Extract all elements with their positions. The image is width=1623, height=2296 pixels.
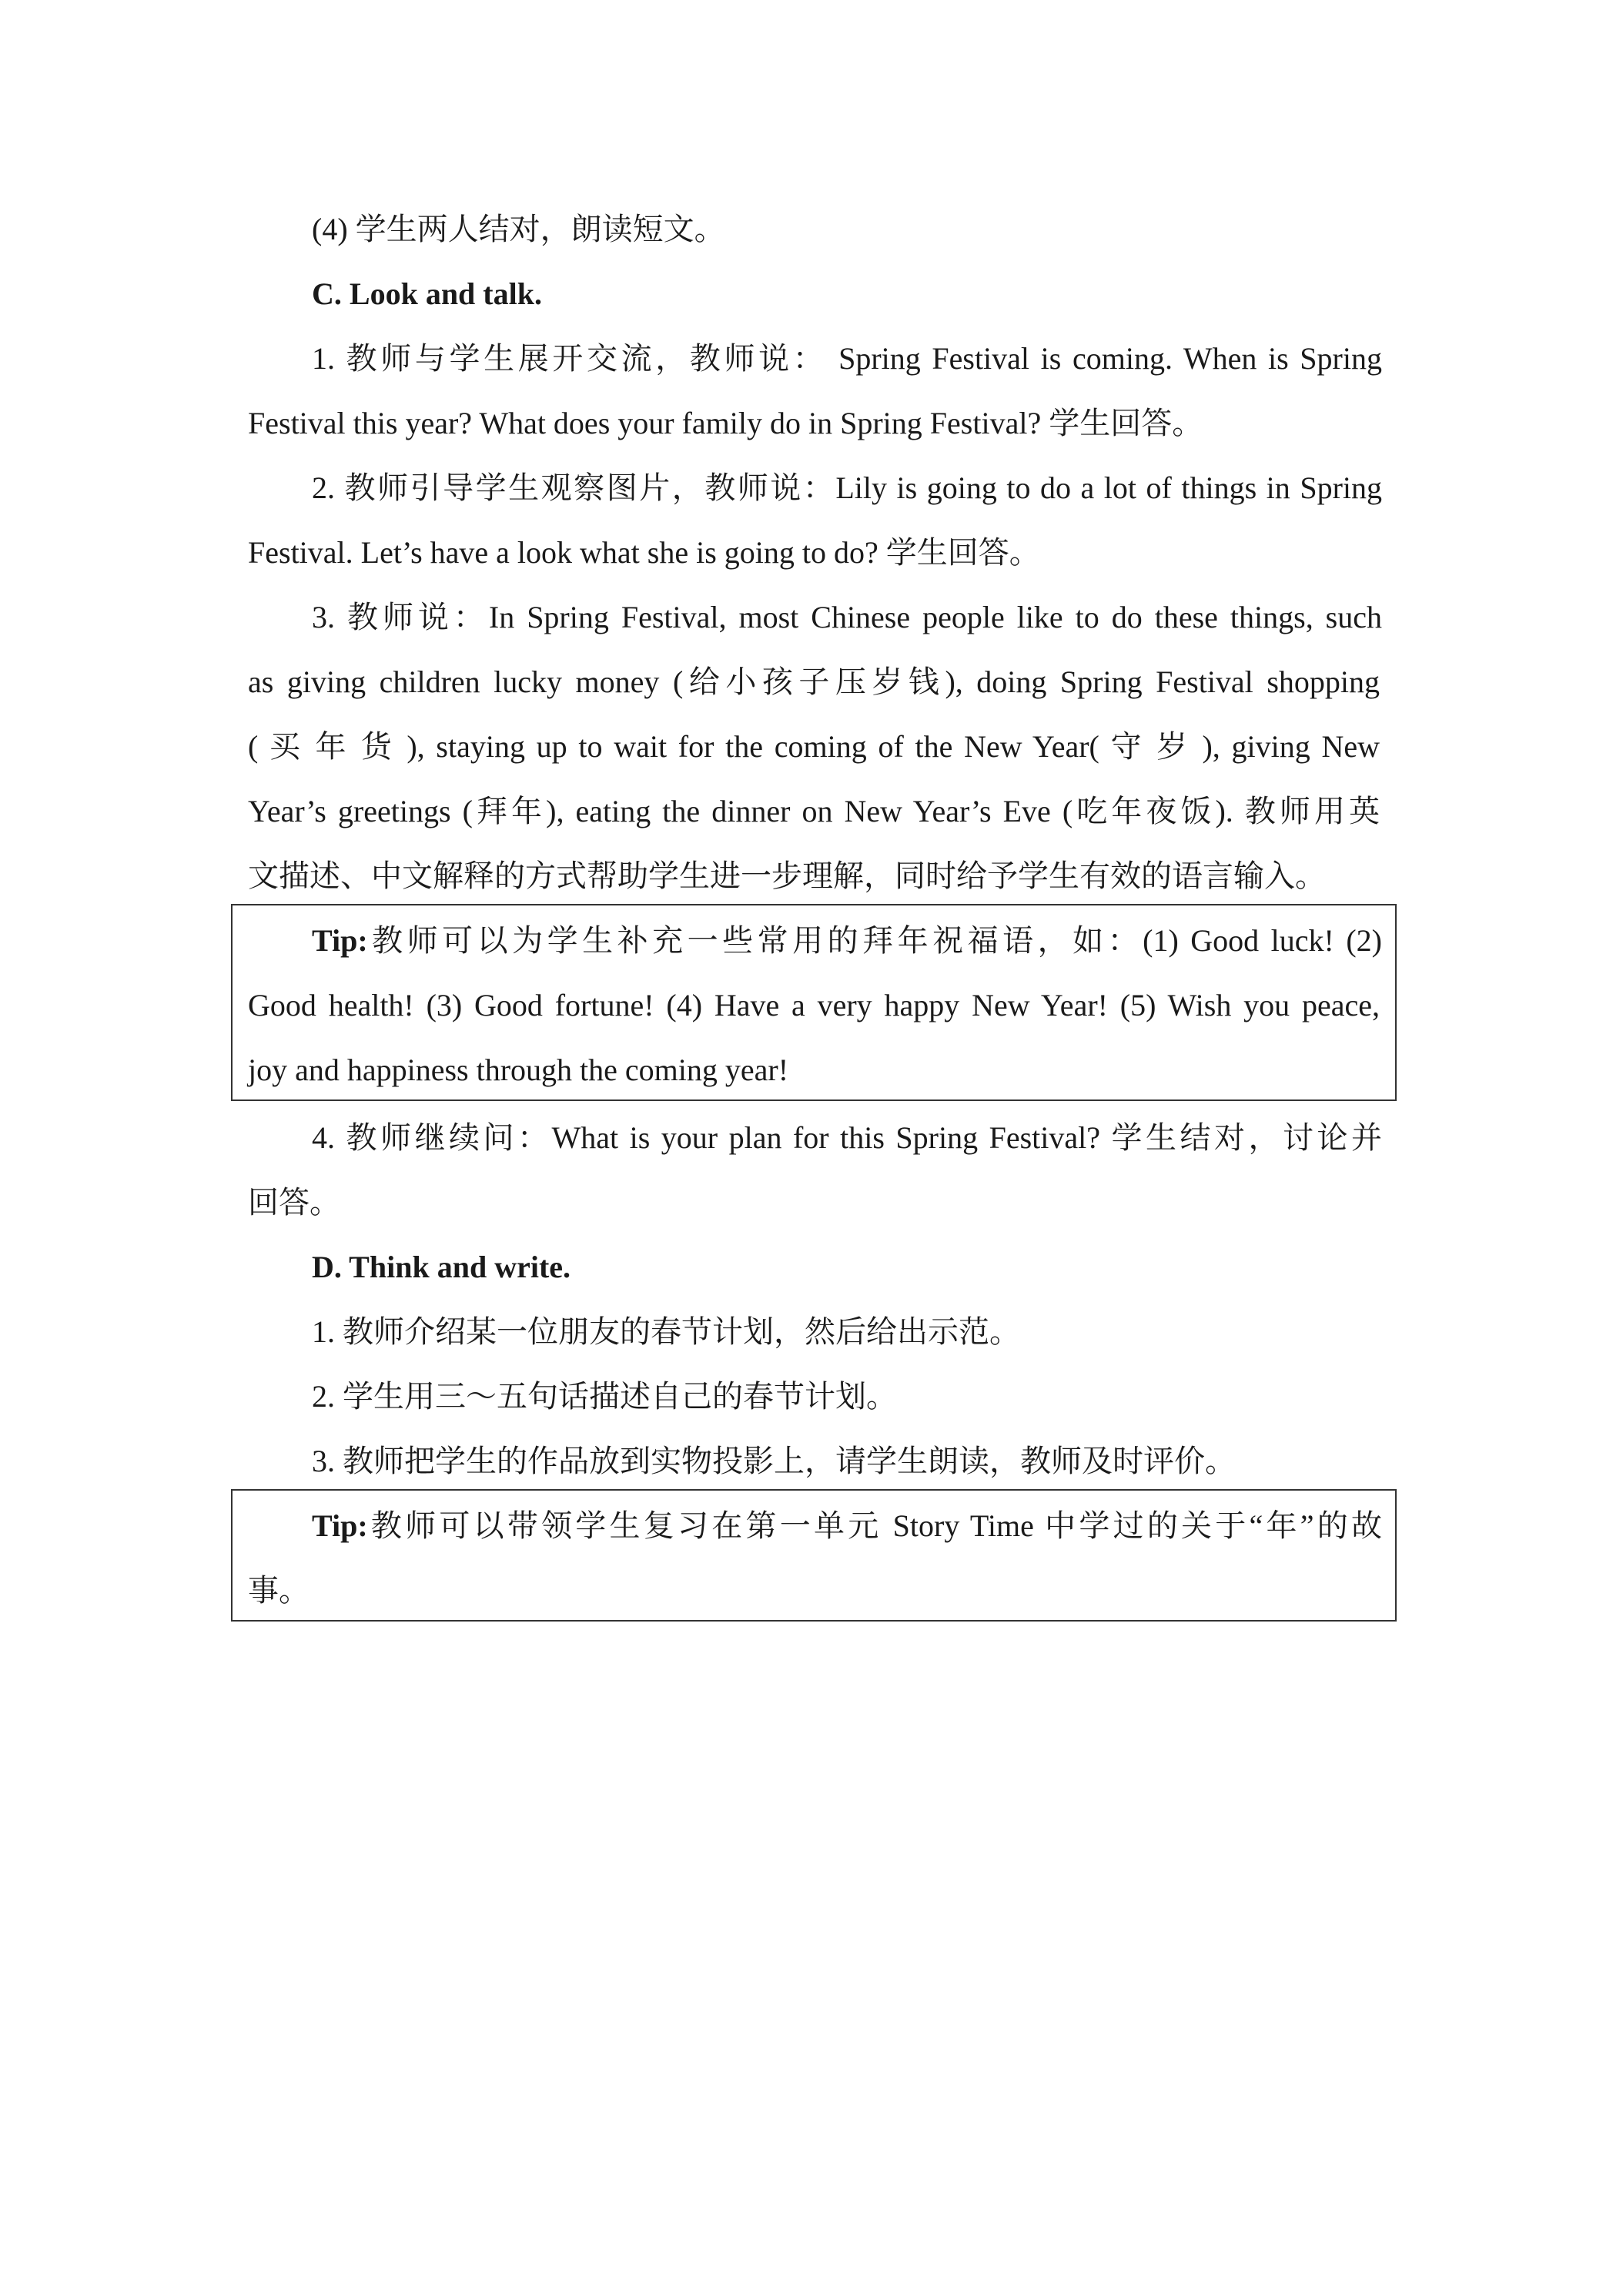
step3-line1: 3. 教师说：In Spring Festival, most Chinese people like to do these things, such [312, 600, 1382, 634]
step3-line3: ( 买 年 货 ), staying up to wait for the coming of the New Year( 守 岁 ), giving New [248, 729, 1380, 764]
step2-line2: Festival. Let’s have a look what she is going to do? 学生回答。 [248, 535, 1040, 570]
tip1-line3: joy and happiness through the coming year! [248, 1053, 789, 1087]
step4-line2: 回答。 [248, 1185, 340, 1220]
tip2-line2: 事。 [248, 1573, 310, 1608]
write-step1: 1. 教师介绍某一位朋友的春节计划，然后给出示范。 [312, 1314, 1020, 1349]
step3-line5: 文描述、中文解释的方式帮助学生进一步理解，同时给予学生有效的语言输入。 [248, 858, 1326, 893]
tip2-text: 教师可以带领学生复习在第一单元 Story Time 中学过的关于“年”的故 [367, 1508, 1382, 1543]
tip1-line2: Good health! (3) Good fortune! (4) Have a very happy New Year! (5) Wish you peace, [248, 988, 1380, 1022]
tip-label: Tip: [312, 1508, 368, 1543]
step3-line4: Year’s greetings (拜年), eating the dinner on New Year’s Eve (吃年夜饭). 教师用英 [248, 794, 1380, 828]
step2-line1: 2. 教师引导学生观察图片，教师说：Lily is going to do a lot of things in Spring [312, 470, 1382, 505]
tip1-text: 教师可以为学生补充一些常用的拜年祝福语，如：(1) Good luck! (2) [367, 923, 1382, 958]
write-step3: 3. 教师把学生的作品放到实物投影上，请学生朗读，教师及时评价。 [312, 1444, 1236, 1478]
section-heading-think-and-write: D. Think and write. [312, 1250, 571, 1284]
section-heading-look-and-talk: C. Look and talk. [312, 276, 542, 311]
write-step2: 2. 学生用三～五句话描述自己的春节计划。 [312, 1379, 897, 1414]
paragraph-pair-reading: (4) 学生两人结对，朗读短文。 [312, 212, 725, 246]
step1-line2: Festival this year? What does your family do in Spring Festival? 学生回答。 [248, 406, 1203, 440]
step1-line1: 1. 教师与学生展开交流，教师说： Spring Festival is coming. When is Spring [312, 341, 1382, 376]
tip1-line1 [312, 909, 1382, 973]
tip-label: Tip: [312, 923, 368, 958]
step3-line2: as giving children lucky money (给小孩子压岁钱), doing Spring Festival shopping [248, 664, 1380, 699]
tip2-line1 [312, 1494, 1382, 1558]
step4-line1: 4. 教师继续问：What is your plan for this Spring Festival? 学生结对，讨论并 [312, 1120, 1382, 1155]
